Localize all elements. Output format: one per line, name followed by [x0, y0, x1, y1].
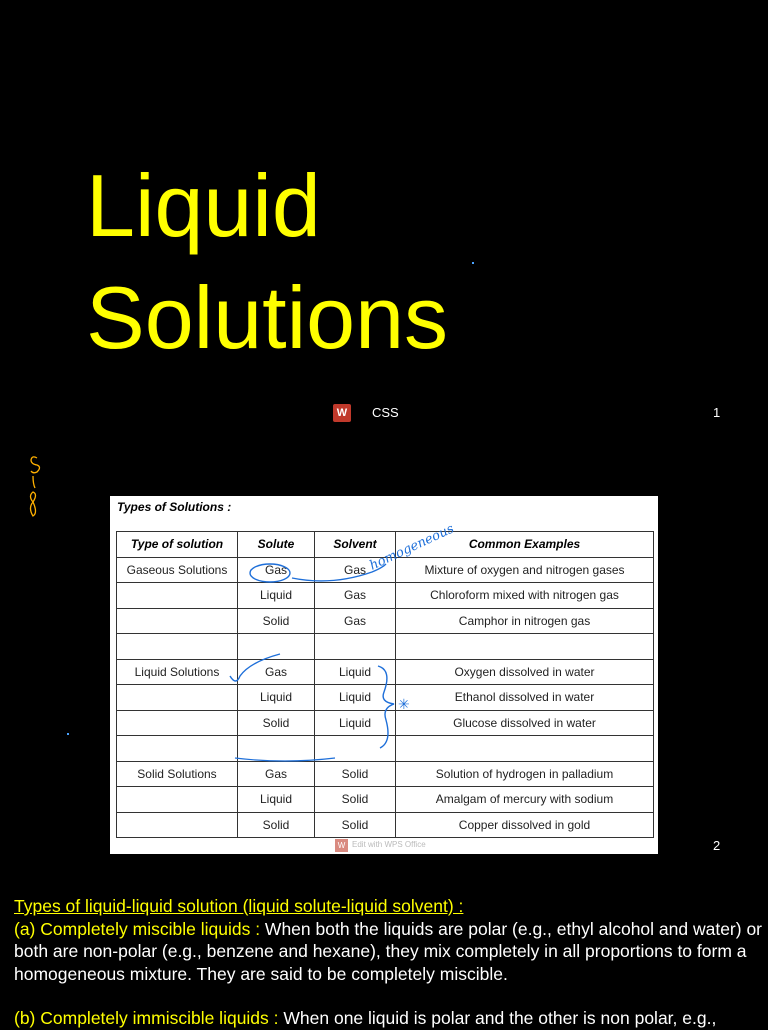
- paragraph-b-text: When one liquid is polar and the other is non polar, e.g.,: [278, 1008, 717, 1028]
- solutions-table-card: [110, 496, 658, 854]
- table-cell: Camphor in nitrogen gas: [396, 608, 654, 634]
- table-row: [117, 812, 654, 838]
- table-row: [117, 634, 654, 660]
- table-cell: Gas: [315, 557, 396, 583]
- paragraph-b-label: (b) Completely immiscible liquids :: [14, 1008, 279, 1028]
- table-cell: [117, 710, 238, 736]
- table-cell: Ethanol dissolved in water: [396, 685, 654, 711]
- table-cell: Solid: [238, 812, 315, 838]
- watermark-label: CSS: [372, 405, 399, 420]
- table-cell: Liquid: [315, 685, 396, 711]
- table-cell: Oxygen dissolved in water: [396, 659, 654, 685]
- watermark-text: Edit with WPS Office: [352, 840, 426, 849]
- table-row: [117, 583, 654, 609]
- table-cell: [117, 583, 238, 609]
- table-caption: Types of Solutions :: [117, 500, 232, 514]
- table-cell: Solid: [238, 710, 315, 736]
- table-row: [117, 557, 654, 583]
- column-header: Solute: [238, 532, 315, 558]
- table-row: [117, 787, 654, 813]
- slide-3-body: [14, 895, 764, 1030]
- table-cell: [117, 685, 238, 711]
- page-number-1: 1: [713, 405, 721, 420]
- svg-text:✳: ✳: [398, 697, 410, 713]
- table-cell: Solid: [315, 787, 396, 813]
- section-heading: Types of liquid-liquid solution (liquid solute-liquid solvent) :: [14, 896, 464, 916]
- paragraph-a-label: (a) Completely miscible liquids :: [14, 918, 261, 939]
- title-line-2: Solutions: [86, 268, 449, 367]
- title-line-1: Liquid: [86, 156, 321, 255]
- table-cell: Gas: [238, 761, 315, 787]
- handwritten-margin-note: [24, 452, 48, 532]
- column-header: Type of solution: [117, 532, 238, 558]
- table-cell: [117, 608, 238, 634]
- table-row: [117, 736, 654, 762]
- table-cell: Liquid: [315, 659, 396, 685]
- column-header: Solvent: [315, 532, 396, 558]
- column-header: Common Examples: [396, 532, 654, 558]
- table-cell: Mixture of oxygen and nitrogen gases: [396, 557, 654, 583]
- table-cell: Gas: [315, 608, 396, 634]
- table-row: [117, 710, 654, 736]
- paragraph-a: [14, 918, 764, 986]
- table-cell: Gaseous Solutions: [117, 557, 238, 583]
- table-cell: Solution of hydrogen in palladium: [396, 761, 654, 787]
- table-cell: [117, 787, 238, 813]
- solutions-table: [116, 531, 654, 838]
- table-cell: Liquid: [238, 787, 315, 813]
- stray-dot: [472, 262, 474, 264]
- table-cell: Glucose dissolved in water: [396, 710, 654, 736]
- table-row: [117, 659, 654, 685]
- table-cell: [396, 634, 654, 660]
- table-cell: [117, 736, 238, 762]
- table-cell: Solid: [315, 812, 396, 838]
- table-cell: Solid Solutions: [117, 761, 238, 787]
- wps-office-icon: W: [333, 404, 351, 422]
- table-cell: Gas: [315, 583, 396, 609]
- table-cell: Gas: [238, 557, 315, 583]
- table-row: [117, 608, 654, 634]
- table-cell: [396, 736, 654, 762]
- table-cell: [238, 634, 315, 660]
- paragraph-b: [14, 1007, 764, 1030]
- table-cell: Liquid: [238, 685, 315, 711]
- table-cell: [315, 634, 396, 660]
- table-cell: [117, 812, 238, 838]
- table-cell: Solid: [238, 608, 315, 634]
- table-cell: [315, 736, 396, 762]
- stray-dot: [67, 733, 69, 735]
- handwritten-homogeneous: homogeneous: [367, 521, 457, 574]
- table-cell: Liquid: [238, 583, 315, 609]
- page-number-2: 2: [713, 838, 721, 853]
- paragraph-a-text: When both the liquids are polar (e.g., ethyl alcohol and water) or both are non-polar (e.g., benzene and hexane), they mix completely in all proportions to form a homogeneous mixture. They are said to be completely miscible.: [14, 918, 763, 984]
- table-cell: Amalgam of mercury with sodium: [396, 787, 654, 813]
- table-header-row: [117, 532, 654, 558]
- table-cell: Liquid Solutions: [117, 659, 238, 685]
- slide-title: [86, 150, 448, 374]
- table-cell: Gas: [238, 659, 315, 685]
- table-cell: [117, 634, 238, 660]
- table-cell: Liquid: [315, 710, 396, 736]
- table-cell: [238, 736, 315, 762]
- table-cell: Copper dissolved in gold: [396, 812, 654, 838]
- table-row: [117, 761, 654, 787]
- table-cell: Solid: [315, 761, 396, 787]
- table-row: [117, 685, 654, 711]
- wps-watermark-icon: W: [335, 839, 348, 852]
- table-cell: Chloroform mixed with nitrogen gas: [396, 583, 654, 609]
